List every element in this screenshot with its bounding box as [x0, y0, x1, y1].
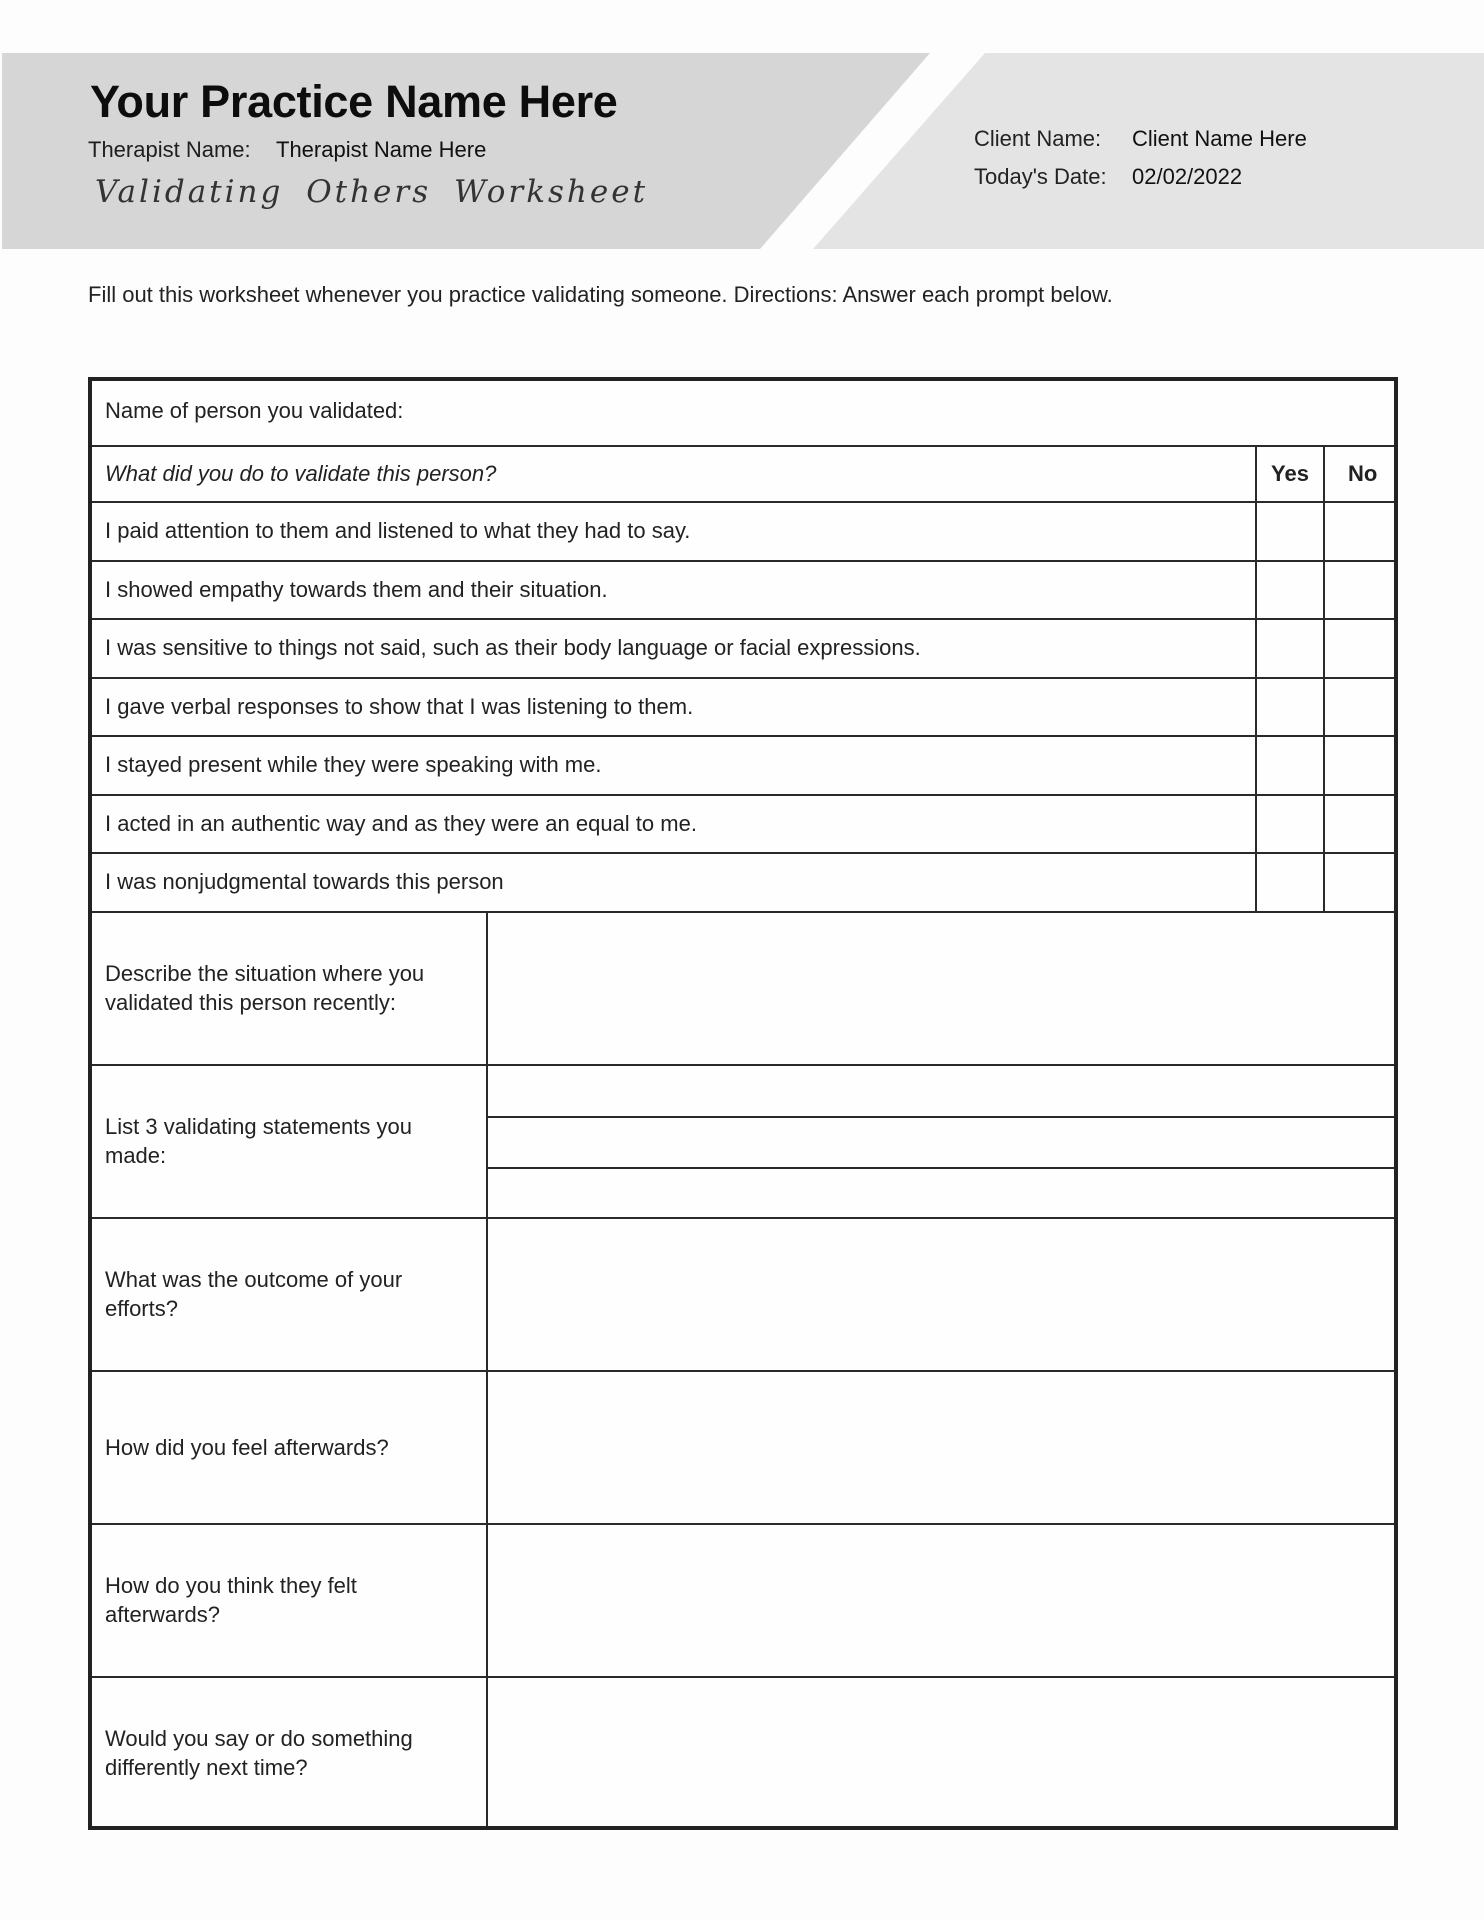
no-header: No: [1348, 461, 1378, 486]
worksheet-table: [88, 377, 1398, 1830]
yes-column-divider: [1255, 447, 1257, 501]
describe-answer-field[interactable]: [488, 913, 1394, 1064]
checklist-header: What did you do to validate this person?: [105, 461, 497, 486]
yes-checkbox[interactable]: [1257, 503, 1323, 560]
checklist-row: [92, 796, 1394, 855]
yes-checkbox[interactable]: [1257, 620, 1323, 677]
yes-checkbox[interactable]: [1257, 854, 1323, 911]
worksheet-title: Validating Others Worksheet: [95, 174, 649, 210]
date-value[interactable]: 02/02/2022: [1132, 164, 1243, 189]
statement-1-field[interactable]: [488, 1066, 1394, 1116]
checklist-row: [92, 562, 1394, 621]
checklist-row: [92, 854, 1394, 913]
checklist-row: [92, 503, 1394, 562]
statements-prompt: List 3 validating statements you made:: [105, 1113, 412, 1168]
no-checkbox[interactable]: [1325, 679, 1394, 736]
client-name-value[interactable]: Client Name Here: [1132, 126, 1307, 151]
feel-answer-field[interactable]: [488, 1372, 1394, 1523]
statement-2-field[interactable]: [488, 1118, 1394, 1167]
checklist-item: I gave verbal responses to show that I was listening to them.: [105, 693, 694, 719]
name-row[interactable]: [92, 381, 1394, 447]
they-felt-block: [92, 1525, 1394, 1678]
no-column-divider: [1323, 447, 1325, 501]
no-checkbox[interactable]: [1325, 503, 1394, 560]
statements-block: [92, 1066, 1394, 1219]
outcome-block: [92, 1219, 1394, 1372]
checklist-row: [92, 679, 1394, 738]
therapist-name-label: Therapist Name:: [88, 137, 251, 162]
outcome-answer-field[interactable]: [488, 1219, 1394, 1370]
checklist-row: [92, 737, 1394, 796]
yes-checkbox[interactable]: [1257, 679, 1323, 736]
no-checkbox[interactable]: [1325, 620, 1394, 677]
outcome-prompt: What was the outcome of your efforts?: [105, 1266, 403, 1321]
checklist-item: I was sensitive to things not said, such as their body language or facial expressions.: [105, 635, 921, 660]
no-checkbox[interactable]: [1325, 562, 1394, 619]
checklist-item: I showed empathy towards them and their situation.: [105, 576, 608, 602]
differently-block: [92, 1678, 1394, 1827]
checklist-item: I was nonjudgmental towards this person: [105, 869, 504, 894]
differently-prompt: Would you say or do something differently next time?: [105, 1725, 413, 1780]
therapist-name-value[interactable]: Therapist Name Here: [276, 137, 487, 162]
yes-header: Yes: [1271, 461, 1309, 486]
describe-prompt: Describe the situation where you validated this person recently:: [105, 960, 425, 1015]
directions-text: Fill out this worksheet whenever you practice validating someone. Directions: Answer each prompt below.: [88, 282, 1113, 307]
they-felt-answer-field[interactable]: [488, 1525, 1394, 1676]
no-checkbox[interactable]: [1325, 737, 1394, 794]
client-name-label: Client Name:: [974, 126, 1102, 151]
feel-prompt: How did you feel afterwards?: [105, 1434, 389, 1460]
statement-3-field[interactable]: [488, 1169, 1394, 1217]
checklist-header-row: [92, 447, 1394, 503]
feel-block: [92, 1372, 1394, 1525]
checklist-row: [92, 620, 1394, 679]
describe-block: [92, 913, 1394, 1066]
no-checkbox[interactable]: [1325, 854, 1394, 911]
they-felt-prompt: How do you think they felt afterwards?: [105, 1572, 357, 1627]
checklist-item: I stayed present while they were speaking with me.: [105, 752, 602, 777]
yes-checkbox[interactable]: [1257, 737, 1323, 794]
yes-checkbox[interactable]: [1257, 562, 1323, 619]
practice-name: Your Practice Name Here: [90, 76, 618, 127]
yes-checkbox[interactable]: [1257, 796, 1323, 853]
date-label: Today's Date:: [974, 164, 1107, 189]
differently-answer-field[interactable]: [488, 1678, 1394, 1827]
checklist-item: I paid attention to them and listened to what they had to say.: [105, 518, 691, 543]
checklist-item: I acted in an authentic way and as they were an equal to me.: [105, 810, 697, 836]
no-checkbox[interactable]: [1325, 796, 1394, 853]
name-prompt: Name of person you validated:: [105, 398, 404, 423]
